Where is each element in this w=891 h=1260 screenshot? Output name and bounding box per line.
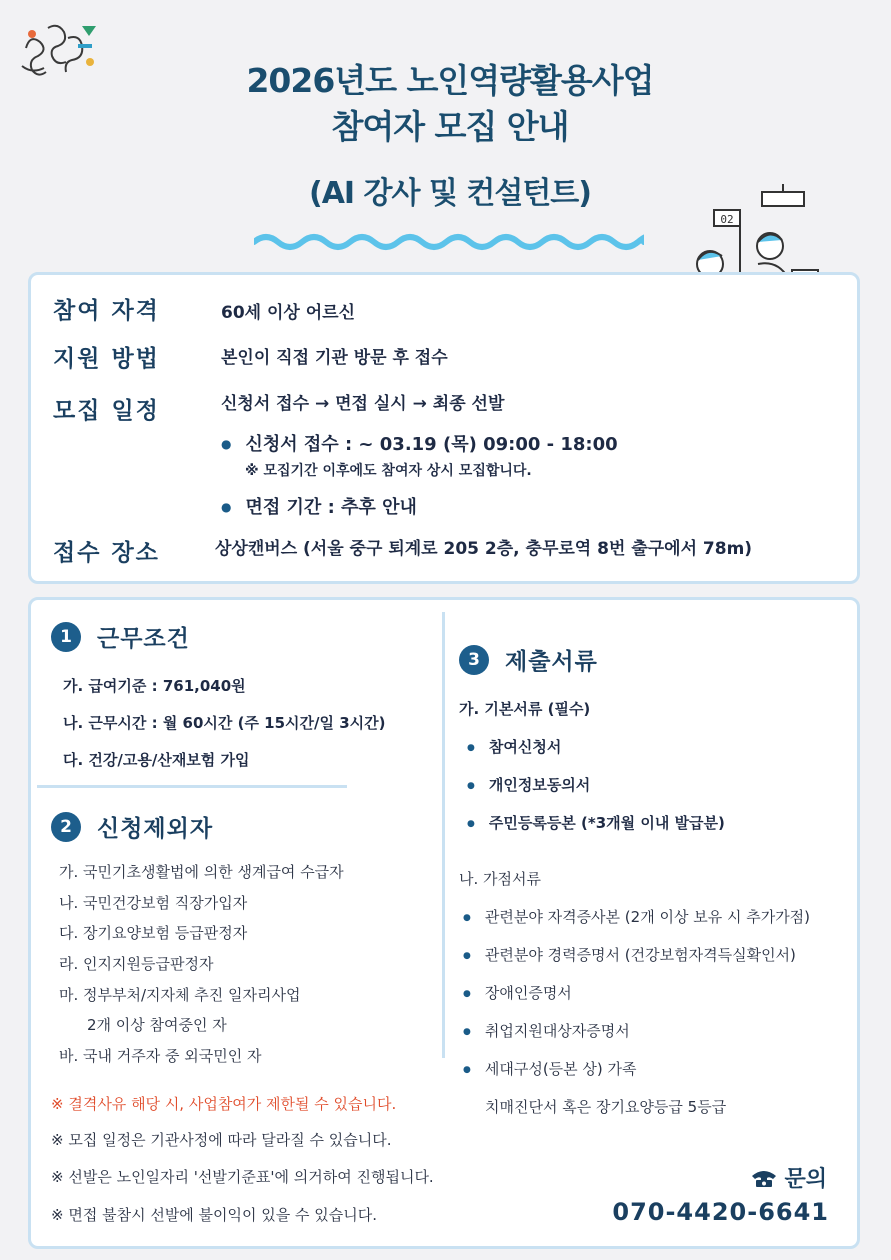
list-item: 가. 급여기준 : 761,040원 xyxy=(63,677,246,695)
list-item: 가. 국민기초생활법에 의한 생계급여 수급자 xyxy=(59,863,344,881)
method-value: 본인이 직접 기관 방문 후 접수 xyxy=(221,348,448,368)
summary-box xyxy=(28,272,860,584)
schedule-bullet-application: ● 신청서 접수 : ~ 03.19 (목) 09:00 - 18:00 xyxy=(221,430,618,456)
phone-icon xyxy=(750,1168,778,1188)
list-item: ● 취업지원대상자증명서 xyxy=(463,1020,630,1041)
notice: ※ 선발은 노인일자리 '선발기준표'에 의거하여 진행됩니다. xyxy=(51,1168,434,1186)
notice: ※ 모집 일정은 기관사정에 따라 달라질 수 있습니다. xyxy=(51,1131,392,1149)
list-item: ● 장애인증명서 xyxy=(463,982,572,1003)
title-line-3: (AI 강사 및 컨설턴트) xyxy=(309,176,591,211)
title-block xyxy=(150,58,750,216)
place-value: 상상캔버스 (서울 중구 퇴계로 205 2층, 충무로역 8번 출구에서 78m) xyxy=(215,539,753,559)
list-item: ● 참여신청서 xyxy=(467,736,561,757)
method-label: 지원 방법 xyxy=(53,346,160,372)
schedule-note: ※ 모집기간 이후에도 참여자 상시 모집합니다. xyxy=(245,463,532,479)
section-number-badge: 2 xyxy=(51,812,81,842)
schedule-bullet-interview: ● 면접 기간 : 추후 안내 xyxy=(221,493,417,519)
list-item: 나. 국민건강보험 직장가입자 xyxy=(59,894,248,912)
wave-decoration xyxy=(254,230,644,252)
eligibility-label: 참여 자격 xyxy=(53,298,160,324)
eligibility-value: 60세 이상 어르신 xyxy=(221,303,356,323)
section-title: 근무조건 xyxy=(97,626,190,652)
list-item: 다. 건강/고용/산재보험 가입 xyxy=(63,751,250,769)
horizontal-divider xyxy=(37,785,347,788)
list-item: 마. 정부부처/지자체 추진 일자리사업 xyxy=(59,986,301,1004)
list-item: 2개 이상 참여중인 자 xyxy=(87,1016,227,1034)
section-number-badge: 3 xyxy=(459,645,489,675)
list-item: ● 관련분야 자격증사본 (2개 이상 보유 시 추가가점) xyxy=(463,906,810,927)
list-item: 나. 근무시간 : 월 60시간 (주 15시간/일 3시간) xyxy=(63,714,386,732)
vertical-divider xyxy=(442,612,445,1058)
contact-label xyxy=(750,1162,827,1193)
list-item: ● 주민등록등본 (*3개월 이내 발급분) xyxy=(467,812,725,833)
basic-documents-title: 가. 기본서류 (필수) xyxy=(459,700,591,718)
details-box xyxy=(28,597,860,1249)
section-number-badge: 1 xyxy=(51,622,81,652)
title-line-2: 참여자 모집 안내 xyxy=(331,107,569,146)
counter-number: 02 xyxy=(720,213,734,226)
list-item: 다. 장기요양보험 등급판정자 xyxy=(59,924,248,942)
contact-phone[interactable]: 070-4420-6641 xyxy=(612,1198,829,1226)
place-label: 접수 장소 xyxy=(53,540,160,566)
section-excluded-header xyxy=(51,810,213,843)
list-item: 라. 인지지원등급판정자 xyxy=(59,955,214,973)
list-item: ● 개인정보동의서 xyxy=(467,774,590,795)
section-work-conditions-header xyxy=(51,620,190,653)
notice-warning: ※ 결격사유 해당 시, 사업참여가 제한될 수 있습니다. xyxy=(51,1095,397,1113)
title-line-1: 2026년도 노인역량활용사업 xyxy=(246,61,654,100)
list-item: ● 관련분야 경력증명서 (건강보험자격득실확인서) xyxy=(463,944,796,965)
extra-documents-title: 나. 가점서류 xyxy=(459,870,541,888)
list-item: 바. 국내 거주자 중 외국민인 자 xyxy=(59,1047,262,1065)
section-title: 신청제외자 xyxy=(97,816,214,842)
schedule-value: 신청서 접수 → 면접 실시 → 최종 선발 xyxy=(221,394,505,414)
list-item: ● 세대구성(등본 상) 가족 xyxy=(463,1058,637,1079)
section-documents-header xyxy=(459,643,598,676)
organization-logo xyxy=(18,18,104,82)
schedule-label: 모집 일정 xyxy=(53,398,160,424)
section-title: 제출서류 xyxy=(505,649,598,675)
list-item-continuation: 치매진단서 혹은 장기요양등급 5등급 xyxy=(485,1098,727,1116)
contact-label-text: 문의 xyxy=(784,1167,827,1192)
notice: ※ 면접 불참시 선발에 불이익이 있을 수 있습니다. xyxy=(51,1206,378,1224)
